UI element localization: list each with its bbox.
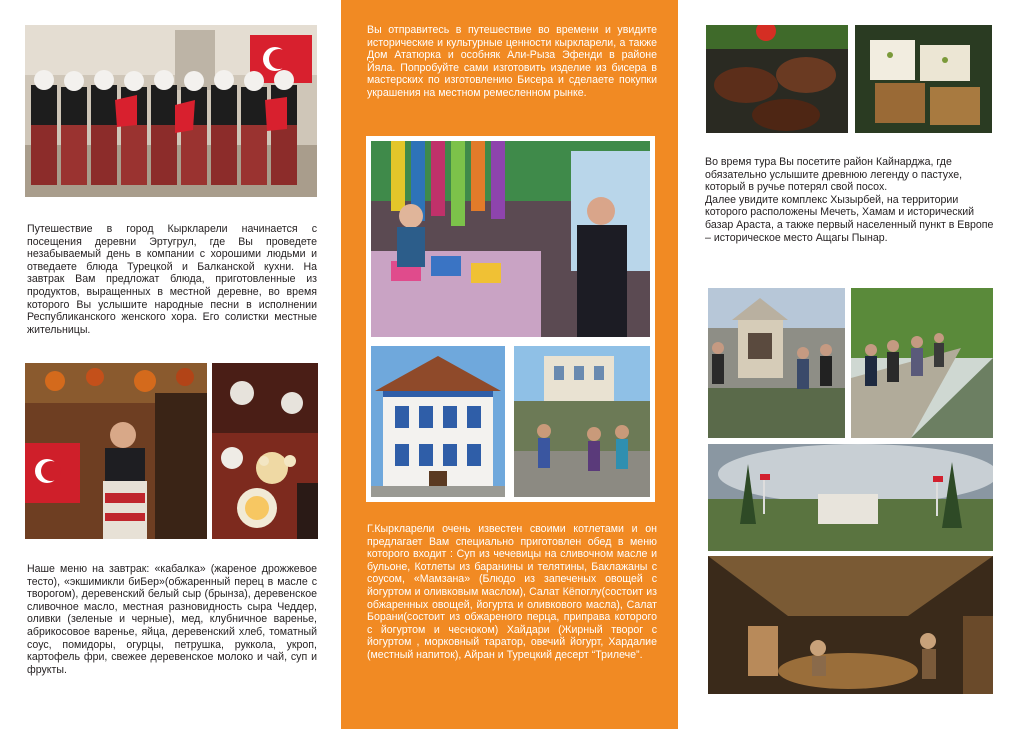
photo-halva-dessert xyxy=(855,25,992,133)
photo-stone-fountain xyxy=(708,288,845,438)
photo-city-panorama xyxy=(708,444,993,551)
left-paragraph-1: Путешествие в город Кыркларели начинается с посещения деревни Эртугрул, где Вы проведете незабываемый день в компании с хорошими людьми и отведаете блюда Турецкой и Балканской кухни. На завтрак Вам предложат блюда, приготовленные из продуктов, выращенных в местной деревне, во время которого Вы услышите народные песни в исполнении Республиканского женского хора. Его солистки местные жительницы. xyxy=(27,223,317,336)
middle-paragraph-2: Г.Кыркларели очень известен своими котлетами и он предлагает Вам специально приготовлен обед в меню которого входит : Суп из чечевицы на сливочном масле и бульоне, Котлеты из баранины и телятины, Баклажаны с соусом, «Мамзана» (Блюдо из запеченых овощей с йогуртом и оливковым маслом), Салат Кёпоглу(состоит из обжаренных овощей, йогурта и оливкового масла), Салат Борани(состоит из обжареного перца, приправа которого с йогуртом и чесноком) Хайдари (Жирный творог с йогуртом , морковный таратор, овечий йогурт, Хардалие (местный напиток), Айран и Турецкий десерт “Трилече”. xyxy=(367,523,657,661)
photo-meatballs xyxy=(706,25,848,133)
photo-prehistoric-house xyxy=(708,556,993,694)
right-panel xyxy=(678,0,1021,729)
middle-paragraph-1: Вы отправитесь в путешествие во времени и увидите исторические и культурные ценности кыркларели, а также Дом Ататюрка и особняк Али-Рыза Эфенди в районе Йяла. Попробуйте сами изготовить изделие из бисера в мастерских по изготовлению Бисера и сделаете покупки украшения на местном ремесленном рынке. xyxy=(367,24,657,99)
photo-street-market xyxy=(509,341,655,502)
photo-village-woman xyxy=(25,363,207,539)
photo-women-choir xyxy=(25,25,317,197)
left-panel xyxy=(0,0,341,729)
middle-panel xyxy=(341,0,678,729)
photo-handicraft-market xyxy=(366,136,655,342)
photo-historic-mansion xyxy=(366,341,510,502)
left-paragraph-2: Наше меню на завтрак: «кабалка» (жареное дрожжевое тесто), «экшимикли биБер»(обжаренный перец в масле с творогом), деревенский белый сыр (брынза), деревенское сливочное масло, местная разновидность сыра Чеддер, оливки (зеленые и черные), мед, клубничное варенье, абрикосовое варенье, яйца, деревенский хлеб, томатный соус, помидоры, огурцы, петрушка, руккола, укроп, картофель фри, свежее деревенское молоко и чай, суп и фрукты. xyxy=(27,563,317,676)
photo-women-cooking xyxy=(212,363,318,539)
photo-stream-walk xyxy=(851,288,993,438)
right-paragraph-1: Во время тура Вы посетите район Кайнарджа, где обязательно услышите древнюю легенду о пастухе, который в ручье потерял свой посох. Далее увидите комплекс Хызырбей, на территории которого расположены Мечеть, Хамам и исторический базар Араста, а также первый населенный пункт в Европе – историческое место Ащагы Пынар. xyxy=(705,156,994,244)
